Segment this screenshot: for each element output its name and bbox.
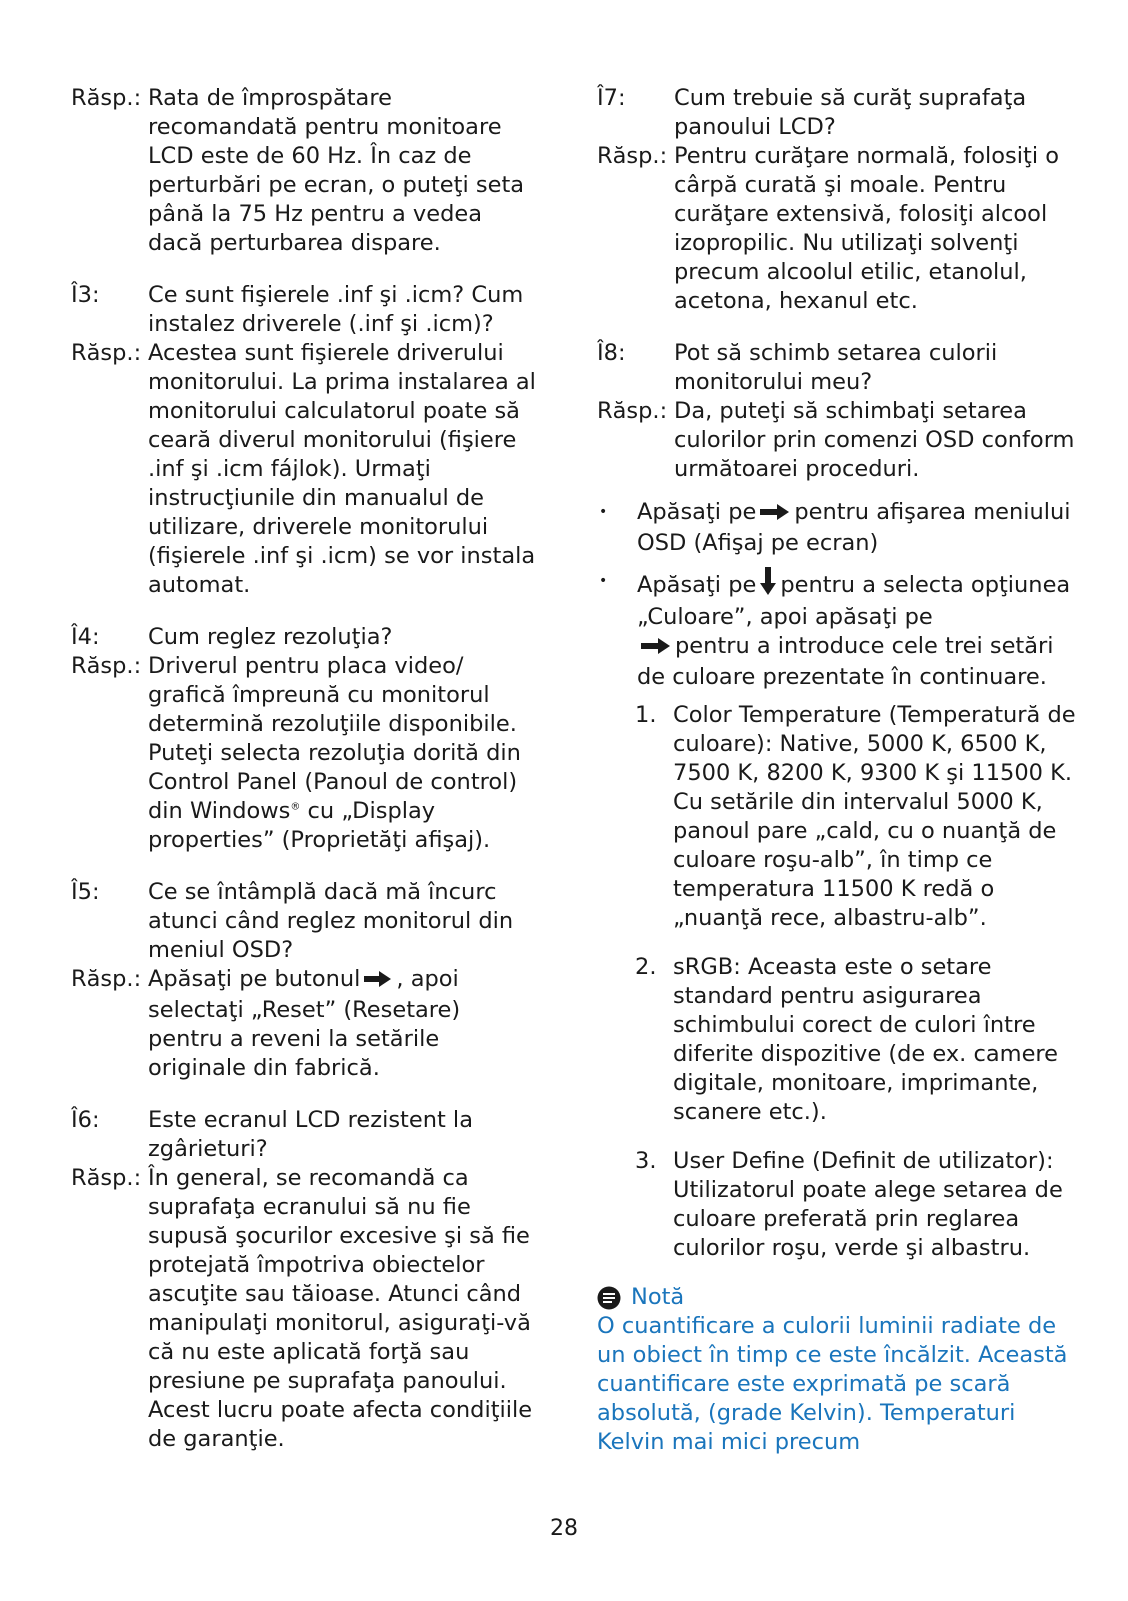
list-item xyxy=(635,1147,1087,1263)
qa-text-part: cu „Display properties” (Proprietăţi afişaj). xyxy=(148,798,491,853)
qa-label: Răsp.: xyxy=(71,966,142,992)
qa-label: Î3: xyxy=(71,282,100,308)
qa-text-part: , apoi selectaţi „Reset” (Resetare) pentru a reveni la setările originale din fabrică. xyxy=(148,966,461,1081)
arrow-down-icon xyxy=(760,567,776,603)
answer-block xyxy=(597,397,1087,484)
qa-text-part: Driverul pentru placa video/ grafică împreună cu monitorul determină rezoluţiile disponibile. Puteţi selecta rezoluţia dorită din Control Panel (Panoul de control) din Windows xyxy=(148,653,521,824)
bullet-icon: • xyxy=(599,573,608,589)
bullet-text-part: pentru afişarea meniului OSD (Afişaj pe ecran) xyxy=(637,499,1071,556)
bullet-text-part: pentru a introduce cele trei setări de culoare prezentate în continuare. xyxy=(637,633,1054,690)
qa-text-part: Apăsaţi pe butonul xyxy=(148,966,361,992)
page-number: 28 xyxy=(550,1516,578,1541)
qa-label: Răsp.: xyxy=(71,653,142,679)
list-item xyxy=(635,701,1087,933)
qa-text: Cum reglez rezoluţia? xyxy=(148,624,393,650)
bullet-text xyxy=(637,498,1087,558)
item-number: 3. xyxy=(635,1148,657,1174)
item-text: Color Temperature (Temperatură de culoare): Native, 5000 K, 6500 K, 7500 K, 8200 K, 9300 K şi 11500 K. Cu setările din intervalul 5000 K, panoul pare „cald, cu o nuanţă de culoare roşu-alb”, în timp ce temperatura 11500 K redă o „nuanţă rece, albastru-alb”. xyxy=(673,702,1076,931)
bullet-text-part: pentru a selecta opţiunea „Culoare”, apoi apăsaţi pe xyxy=(637,572,1071,630)
question-block xyxy=(597,84,1087,142)
list-item xyxy=(635,953,1087,1127)
item-text: sRGB: Aceasta este o setare standard pentru asigurarea schimbului corect de culori între diferite dispozitive (de ex. camere digitale, monitoare, imprimante, scanere etc.). xyxy=(673,954,1059,1125)
list-item xyxy=(597,498,1087,558)
qa-text: Ce sunt fişierele .inf şi .icm? Cum instalez driverele (.inf şi .icm)? xyxy=(148,282,524,337)
qa-label: Î4: xyxy=(71,624,100,650)
qa-text: Pot să schimb setarea culorii monitorului meu? xyxy=(674,340,998,395)
question-block xyxy=(71,623,541,652)
answer-block xyxy=(71,652,541,855)
item-number: 1. xyxy=(635,702,657,728)
answer-block xyxy=(71,84,541,258)
qa-label: Î6: xyxy=(71,1107,100,1133)
qa-text: Cum trebuie să curăţ suprafaţa panoului LCD? xyxy=(674,85,1027,140)
note-heading xyxy=(597,1283,1087,1312)
qa-text xyxy=(148,965,541,1083)
qa-text: Ce se întâmplă dacă mă încurc atunci când reglez monitorul din meniul OSD? xyxy=(148,879,514,963)
bullet-text xyxy=(637,567,1087,692)
note-title: Notă xyxy=(631,1284,685,1310)
registered-mark: ® xyxy=(290,801,301,813)
qa-label: Î7: xyxy=(597,85,626,111)
answer-block xyxy=(597,142,1087,316)
note-icon xyxy=(597,1286,621,1310)
list-item xyxy=(597,567,1087,692)
qa-text: Acestea sunt fişierele driverului monitorului. La prima instalarea al monitorului calculatorul poate să ceară diverul monitorului (fişiere .inf şi .icm fájlok). Urmaţi instrucţiunile din manualul de utilizare, driverele monitorului (fişierele .inf şi .icm) se vor instala automat. xyxy=(148,340,536,598)
qa-label: Răsp.: xyxy=(71,1165,142,1191)
qa-text: Da, puteţi să schimbaţi setarea culorilor prin comenzi OSD conform următoarei proceduri. xyxy=(674,398,1075,482)
qa-label: Răsp.: xyxy=(71,340,142,366)
bullet-text-part: Apăsaţi pe xyxy=(637,572,757,598)
question-block xyxy=(71,1106,541,1164)
answer-block xyxy=(71,965,541,1083)
qa-text: Rata de împrospătare recomandată pentru monitoare LCD este de 60 Hz. În caz de perturbări pe ecran, o puteţi seta până la 75 Hz pentru a vedea dacă perturbarea dispare. xyxy=(148,85,525,256)
qa-text xyxy=(148,652,541,855)
answer-block xyxy=(71,339,541,600)
note-text: O cuantificare a culorii luminii radiate de un obiect în timp ce este încălzit. Această cuantificare este exprimată pe scară absolută, (grade Kelvin). Temperaturi Kelvin mai mici precum xyxy=(597,1313,1068,1455)
qa-label: Răsp.: xyxy=(597,398,668,424)
question-block xyxy=(71,878,541,965)
arrow-right-icon xyxy=(364,967,392,996)
qa-text: În general, se recomandă ca suprafaţa ecranului să nu fie supusă şocurilor excesive şi să fie protejată împotriva obiectelor ascuţite sau tăioase. Atunci când manipulaţi monitorul, asiguraţi-vă că nu este aplicată forţă sau presiune pe suprafaţa panoului. Acest lucru poate afecta condiţiile de garanţie. xyxy=(148,1165,533,1452)
arrow-right-icon xyxy=(641,634,671,663)
qa-text: Pentru curăţare normală, folosiţi o cârpă curată şi moale. Pentru curăţare extensivă, folosiţi alcool izopropilic. Nu utilizaţi solvenţi precum alcoolul etilic, etanolul, acetona, hexanul etc. xyxy=(674,143,1059,314)
arrow-right-icon xyxy=(760,500,790,529)
answer-block xyxy=(71,1164,541,1454)
qa-label: Răsp.: xyxy=(71,85,142,111)
item-text: User Define (Definit de utilizator): Utilizatorul poate alege setarea de culoare preferată prin reglarea culorilor roşu, verde şi albastru. xyxy=(673,1148,1063,1261)
qa-label: Î5: xyxy=(71,879,100,905)
question-block xyxy=(71,281,541,339)
item-number: 2. xyxy=(635,954,657,980)
bullet-icon: • xyxy=(599,504,608,520)
question-block xyxy=(597,339,1087,397)
bullet-text-part: Apăsaţi pe xyxy=(637,499,757,525)
right-column xyxy=(597,84,1087,1457)
qa-label: Î8: xyxy=(597,340,626,366)
qa-text: Este ecranul LCD rezistent la zgârieturi? xyxy=(148,1107,473,1162)
left-column xyxy=(71,84,541,1454)
qa-label: Răsp.: xyxy=(597,143,668,169)
